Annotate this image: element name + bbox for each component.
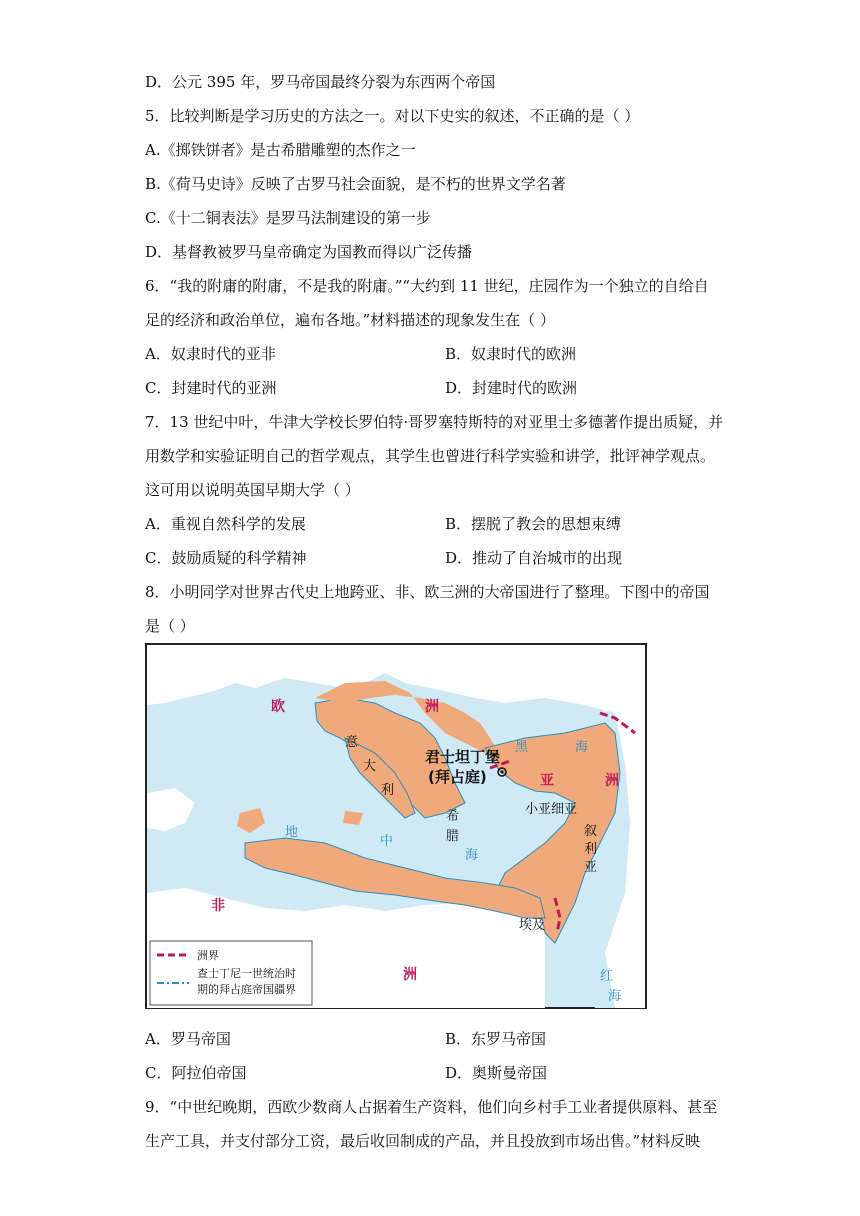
- label-italy-2: 大: [363, 759, 377, 774]
- legend-empire-label-2: 期的拜占庭帝国疆界: [197, 983, 296, 996]
- label-constantinople: 君士坦丁堡: [425, 748, 501, 766]
- capital-marker-dot: [501, 771, 504, 774]
- q7-stem-line3: 这可用以说明英国早期大学（ ）: [145, 481, 360, 499]
- q8-option-b: B．东罗马帝国: [445, 1030, 547, 1048]
- label-red-2: 海: [608, 989, 622, 1004]
- q6-option-c: C．封建时代的亚洲: [145, 379, 277, 397]
- q6-stem-line2: 足的经济和政治单位，遍布各地。”材料描述的现象发生在（ ）: [145, 311, 555, 329]
- label-syria-2: 利: [584, 842, 598, 857]
- label-asia-2: 洲: [605, 773, 619, 789]
- label-asia-minor: 小亚细亚: [525, 802, 578, 817]
- label-greece-1: 希: [446, 809, 460, 824]
- label-italy-1: 意: [345, 735, 359, 750]
- q7-stem-line2: 用数学和实验证明自己的哲学观点，其学生也曾进行科学实验和讲学，批评神学观点。: [145, 447, 716, 465]
- q6-stem-line1: 6．“我的附庸的附庸，不是我的附庸。”“大约到 11 世纪，庄园作为一个独立的自给自: [145, 277, 709, 295]
- label-med-1: 地: [285, 825, 299, 840]
- label-red-1: 红: [600, 969, 614, 984]
- label-syria-1: 叙: [584, 824, 598, 839]
- q5-option-b: B.《荷马史诗》反映了古罗马社会面貌，是不朽的世界文学名著: [145, 175, 566, 193]
- legend-empire-label-1: 查士丁尼一世统治时: [197, 967, 296, 980]
- label-greece-2: 腊: [446, 829, 460, 844]
- q7-stem-line1: 7．13 世纪中叶，牛津大学校长罗伯特·哥罗塞特斯特的对亚里士多德著作提出质疑，并: [145, 413, 724, 431]
- q4-option-d: D．公元 395 年，罗马帝国最终分裂为东西两个帝国: [145, 73, 496, 91]
- label-italy-3: 利: [381, 783, 395, 798]
- q6-option-d: D．封建时代的欧洲: [445, 379, 578, 397]
- label-med-3: 海: [465, 848, 479, 863]
- q9-stem-line2: 生产工具，并支付部分工资，最后收回制成的产品，并且投放到市场出售。”材料反映: [145, 1132, 701, 1150]
- legend-boundary-label: 洲界: [197, 949, 219, 962]
- q9-stem-line1: 9．“中世纪晚期，西欧少数商人占据着生产资料，他们向乡村手工业者提供原料、甚至: [145, 1098, 718, 1116]
- q8-stem-line2: 是（ ）: [145, 617, 195, 635]
- q7-option-d: D．推动了自治城市的出现: [445, 549, 623, 567]
- q6-option-b: B．奴隶时代的欧洲: [445, 345, 577, 363]
- q5-option-d: D．基督教被罗马皇帝确定为国教而得以广泛传播: [145, 243, 473, 261]
- q8-option-a: A．罗马帝国: [145, 1030, 231, 1048]
- q5-stem: 5．比较判断是学习历史的方法之一。对以下史实的叙述，不正确的是（ ）: [145, 107, 640, 125]
- label-med-2: 中: [380, 834, 394, 849]
- q8-option-c: C．阿拉伯帝国: [145, 1064, 247, 1082]
- label-europe-1: 欧: [271, 699, 285, 715]
- q8-option-d: D．奥斯曼帝国: [445, 1064, 548, 1082]
- q5-option-c: C.《十二铜表法》是罗马法制建设的第一步: [145, 209, 431, 227]
- q6-option-a: A．奴隶时代的亚非: [145, 345, 276, 363]
- q7-option-c: C．鼓励质疑的科学精神: [145, 549, 307, 567]
- label-egypt: 埃及: [519, 918, 546, 933]
- q5-option-a: A.《掷铁饼者》是古希腊雕塑的杰作之一: [145, 141, 416, 159]
- label-black-2: 海: [575, 740, 589, 755]
- label-black-1: 黑: [515, 740, 529, 755]
- label-byzantium: (拜占庭): [428, 768, 487, 786]
- label-syria-3: 亚: [584, 860, 598, 875]
- q7-option-b: B．摆脱了教会的思想束缚: [445, 515, 622, 533]
- label-europe-2: 洲: [425, 699, 439, 715]
- label-asia-1: 亚: [540, 773, 554, 789]
- byzantine-empire-map: [145, 643, 647, 1009]
- label-africa-2: 洲: [403, 967, 417, 983]
- q8-stem-line1: 8．小明同学对世界古代史上地跨亚、非、欧三洲的大帝国进行了整理。下图中的帝国: [145, 583, 710, 601]
- q7-option-a: A．重视自然科学的发展: [145, 515, 306, 533]
- label-africa-1: 非: [211, 898, 225, 914]
